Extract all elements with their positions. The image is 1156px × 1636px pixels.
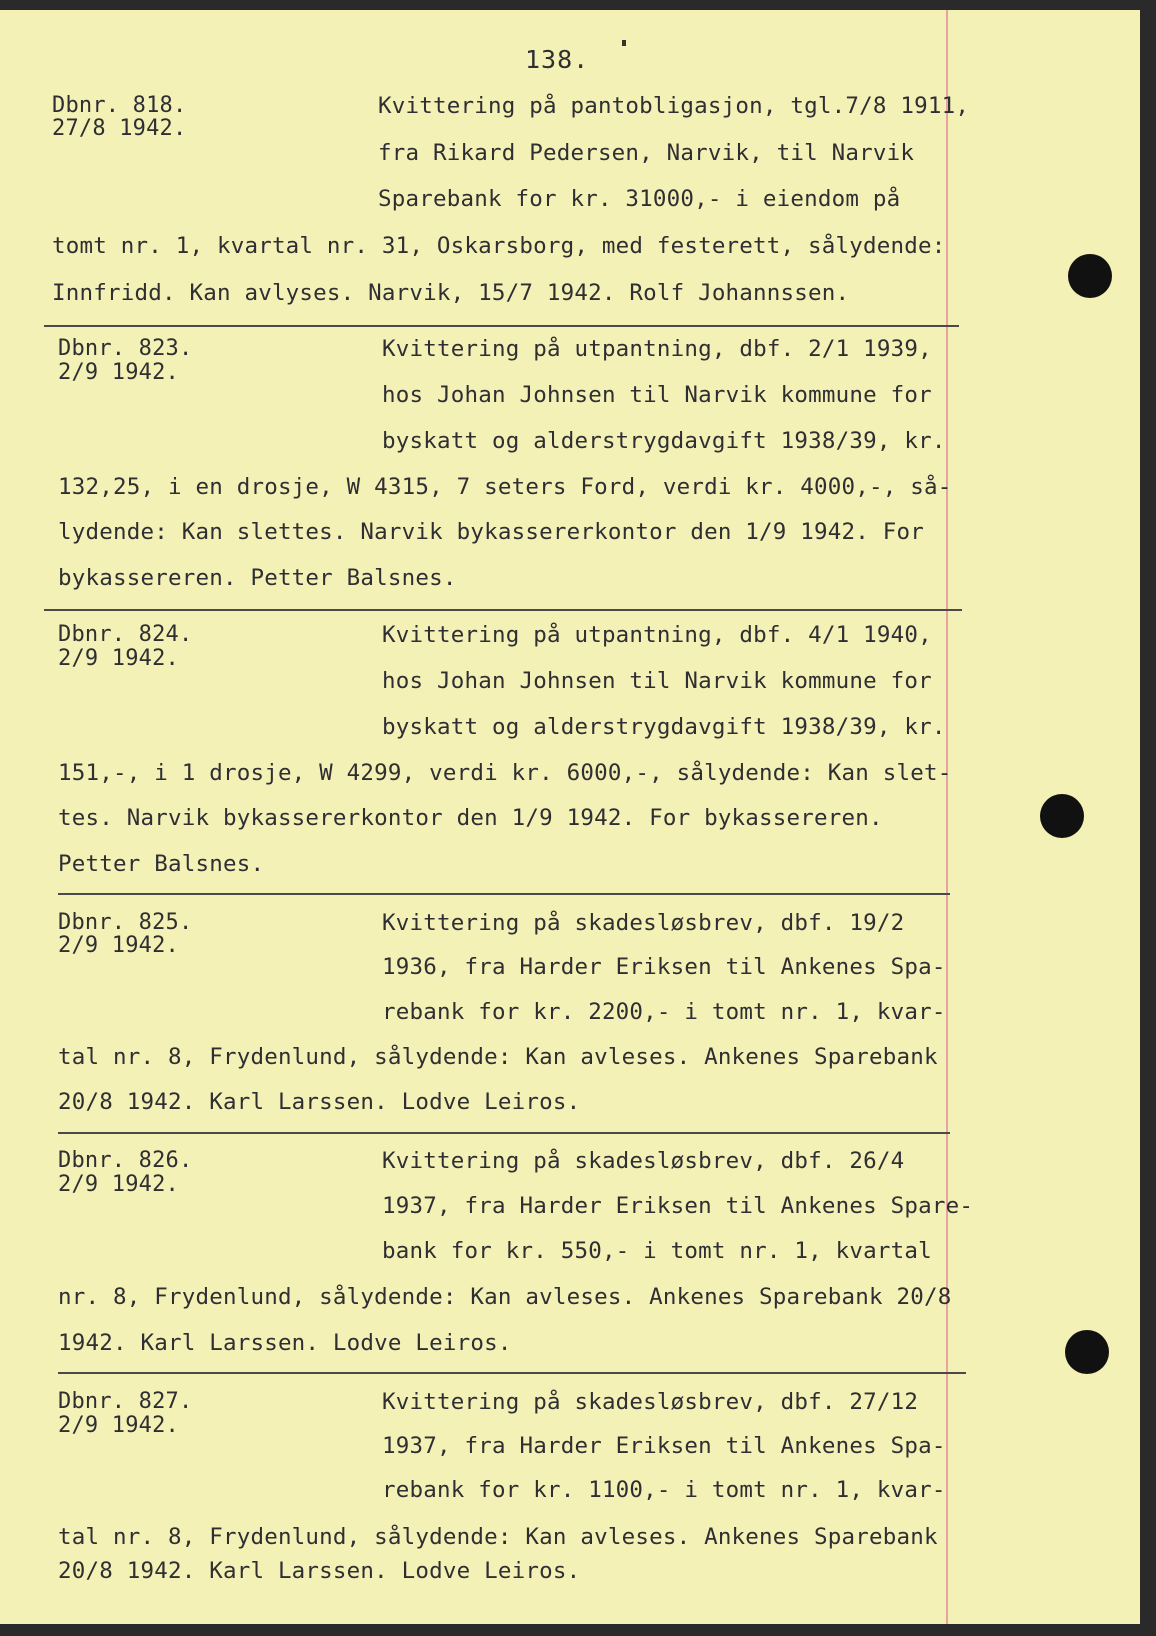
scan-edge-right <box>1140 0 1156 1636</box>
entry-text-line: hos Johan Johnsen til Narvik kommune for <box>382 668 932 694</box>
entry-text-line: byskatt og alderstrygdavgift 1938/39, kr. <box>382 428 946 454</box>
scan-edge-top <box>0 0 1156 10</box>
entry-text-line: rebank for kr. 1100,- i tomt nr. 1, kvar- <box>382 1477 946 1503</box>
entry-text-line: bykassereren. Petter Balsnes. <box>58 565 457 591</box>
entry-text-line: Petter Balsnes. <box>58 851 265 877</box>
entry-number: Dbnr. 826. <box>58 1148 193 1173</box>
entry-text-line: byskatt og alderstrygdavgift 1938/39, kr. <box>382 714 946 740</box>
entry-text-line: Kvittering på utpantning, dbf. 2/1 1939, <box>382 336 932 362</box>
entry-separator <box>58 1132 950 1134</box>
entry-text-line: 1937, fra Harder Eriksen til Ankenes Spare- <box>382 1193 974 1219</box>
entry-number: Dbnr. 825. <box>58 910 193 935</box>
page-number: 138. <box>525 45 590 74</box>
entry-text-line: Kvittering på utpantning, dbf. 4/1 1940, <box>382 622 932 648</box>
entry-text-line: 1942. Karl Larssen. Lodve Leiros. <box>58 1330 512 1356</box>
scan-edge-bottom <box>0 1624 1156 1636</box>
entry-text-line: Innfridd. Kan avlyses. Narvik, 15/7 1942. Rolf Johannssen. <box>52 280 850 306</box>
entry-text-line: 1936, fra Harder Eriksen til Ankenes Spa- <box>382 954 946 980</box>
entry-text-line: 132,25, i en drosje, W 4315, 7 seters Ford, verdi kr. 4000,-, så- <box>58 474 952 500</box>
entry-text-line: Sparebank for kr. 31000,- i eiendom på <box>378 186 901 212</box>
ink-mark <box>622 40 626 46</box>
entry-text-line: tomt nr. 1, kvartal nr. 31, Oskarsborg, med festerett, sålydende: <box>52 233 946 259</box>
entry-date: 2/9 1942. <box>58 360 180 385</box>
entry-text-line: nr. 8, Frydenlund, sålydende: Kan avleses. Ankenes Sparebank 20/8 <box>58 1284 952 1310</box>
entry-text-line: 151,-, i 1 drosje, W 4299, verdi kr. 6000,-, sålydende: Kan slet- <box>58 760 952 786</box>
entry-separator <box>44 609 962 611</box>
punch-hole-icon <box>1040 794 1084 838</box>
entry-date: 2/9 1942. <box>58 1413 180 1438</box>
entry-text-line: Kvittering på skadesløsbrev, dbf. 26/4 <box>382 1148 905 1174</box>
entry-text-line: 20/8 1942. Karl Larssen. Lodve Leiros. <box>58 1558 581 1584</box>
punch-hole-icon <box>1065 1330 1109 1374</box>
entry-text-line: tes. Narvik bykassererkontor den 1/9 1942. For bykassereren. <box>58 805 883 831</box>
entry-date: 2/9 1942. <box>58 933 180 958</box>
entry-number: Dbnr. 824. <box>58 622 193 647</box>
entry-text-line: hos Johan Johnsen til Narvik kommune for <box>382 382 932 408</box>
entry-text-line: Kvittering på skadesløsbrev, dbf. 19/2 <box>382 910 905 936</box>
entry-number: Dbnr. 818. <box>52 93 187 118</box>
entry-text-line: tal nr. 8, Frydenlund, sålydende: Kan avleses. Ankenes Sparebank <box>58 1524 938 1550</box>
entry-text-line: fra Rikard Pedersen, Narvik, til Narvik <box>378 140 915 166</box>
entry-date: 2/9 1942. <box>58 646 180 671</box>
entry-text-line: 20/8 1942. Karl Larssen. Lodve Leiros. <box>58 1089 581 1115</box>
entry-text-line: tal nr. 8, Frydenlund, sålydende: Kan avleses. Ankenes Sparebank <box>58 1044 938 1070</box>
entry-text-line: bank for kr. 550,- i tomt nr. 1, kvartal <box>382 1238 932 1264</box>
margin-line <box>946 10 948 1624</box>
entry-date: 2/9 1942. <box>58 1172 180 1197</box>
entry-text-line: Kvittering på pantobligasjon, tgl.7/8 1911, <box>378 93 970 119</box>
entry-separator <box>58 893 950 895</box>
entry-number: Dbnr. 823. <box>58 336 193 361</box>
entry-separator <box>58 1372 966 1374</box>
entry-text-line: 1937, fra Harder Eriksen til Ankenes Spa- <box>382 1433 946 1459</box>
entry-date: 27/8 1942. <box>52 116 187 141</box>
entry-number: Dbnr. 827. <box>58 1389 193 1414</box>
entry-text-line: Kvittering på skadesløsbrev, dbf. 27/12 <box>382 1389 919 1415</box>
entry-separator <box>44 325 959 327</box>
entry-text-line: rebank for kr. 2200,- i tomt nr. 1, kvar- <box>382 999 946 1025</box>
entry-text-line: lydende: Kan slettes. Narvik bykassererkontor den 1/9 1942. For <box>58 519 925 545</box>
punch-hole-icon <box>1068 254 1112 298</box>
